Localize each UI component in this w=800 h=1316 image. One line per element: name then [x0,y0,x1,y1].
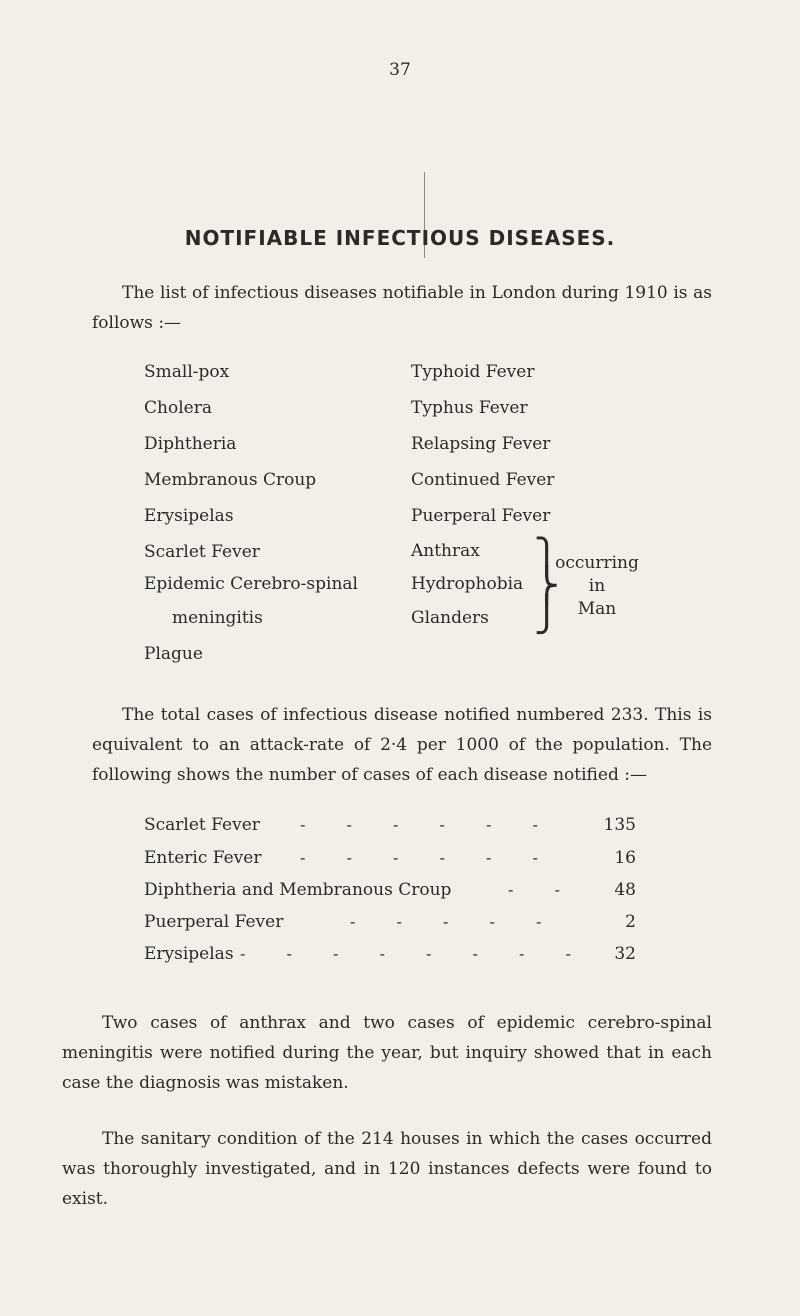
disease-right-item: Puerperal Fever [411,506,551,526]
leader-dots: - - [508,880,578,899]
case-disease: Puerperal Fever [144,912,284,932]
disease-left-item: meningitis [172,608,263,628]
case-disease: Erysipelas [144,944,234,964]
bracket-note: occurring [555,553,639,573]
intro-paragraph: The list of infectious diseases notifiable in London during 1910 is as follows :— [92,283,712,333]
summary-paragraph: The total cases of infectious disease notified numbered 233. This is equivalent to an attack-rate of 2·4 per 1000 of the population. The following shows the number of cases of each disease notified :— [92,705,712,785]
page-title: NOTIFIABLE INFECTIOUS DISEASES. [184,226,616,250]
disease-left-item: Plague [144,644,203,664]
disease-right-item: Anthrax [411,541,480,561]
disease-left-item: Erysipelas [144,506,234,526]
disease-right-item: Typhus Fever [411,398,528,418]
case-count: 32 [614,944,636,964]
case-count: 16 [614,848,636,868]
brace-glyph: ⎫ [534,537,560,577]
leader-dots: - - - - - - [300,815,556,834]
bracket-note: Man [577,599,617,619]
disease-right-item: Relapsing Fever [411,434,551,454]
leader-dots: - - - - - - [300,848,556,867]
disease-left-item: Epidemic Cerebro-spinal [144,574,358,594]
disease-right-item: Continued Fever [411,470,555,490]
case-count: 48 [614,880,636,900]
brace-glyph: ⎭ [534,595,560,635]
page-number: 37 [389,60,411,80]
case-count: 135 [603,815,636,835]
disease-left-item: Small-pox [144,362,230,382]
case-disease: Scarlet Fever [144,815,260,835]
disease-left-item: Membranous Croup [144,470,317,490]
disease-left-item: Cholera [144,398,212,418]
brace-glyph: ⎬ [534,566,560,606]
disease-right-item: Typhoid Fever [411,362,535,382]
leader-dots: - - - - - - - - [240,944,589,963]
anthrax-paragraph: Two cases of anthrax and two cases of epidemic cerebro-spinal meningitis were notified during the year, but inquiry showed that in each case the diagnosis was mistaken. [62,1013,712,1093]
disease-right-item: Glanders [411,608,489,628]
disease-left-item: Diphtheria [144,434,237,454]
bracket-note: in [588,576,606,596]
disease-right-item: Hydrophobia [411,574,524,594]
case-disease: Enteric Fever [144,848,262,868]
disease-left-item: Scarlet Fever [144,542,260,562]
case-disease: Diphtheria and Membranous Croup [144,880,452,900]
case-count: 2 [625,912,636,932]
leader-dots: - - - - - [350,912,560,931]
sanitary-paragraph: The sanitary condition of the 214 houses in which the cases occurred was thoroughly investigated, and in 120 instances defects were found to exist. [62,1129,712,1209]
